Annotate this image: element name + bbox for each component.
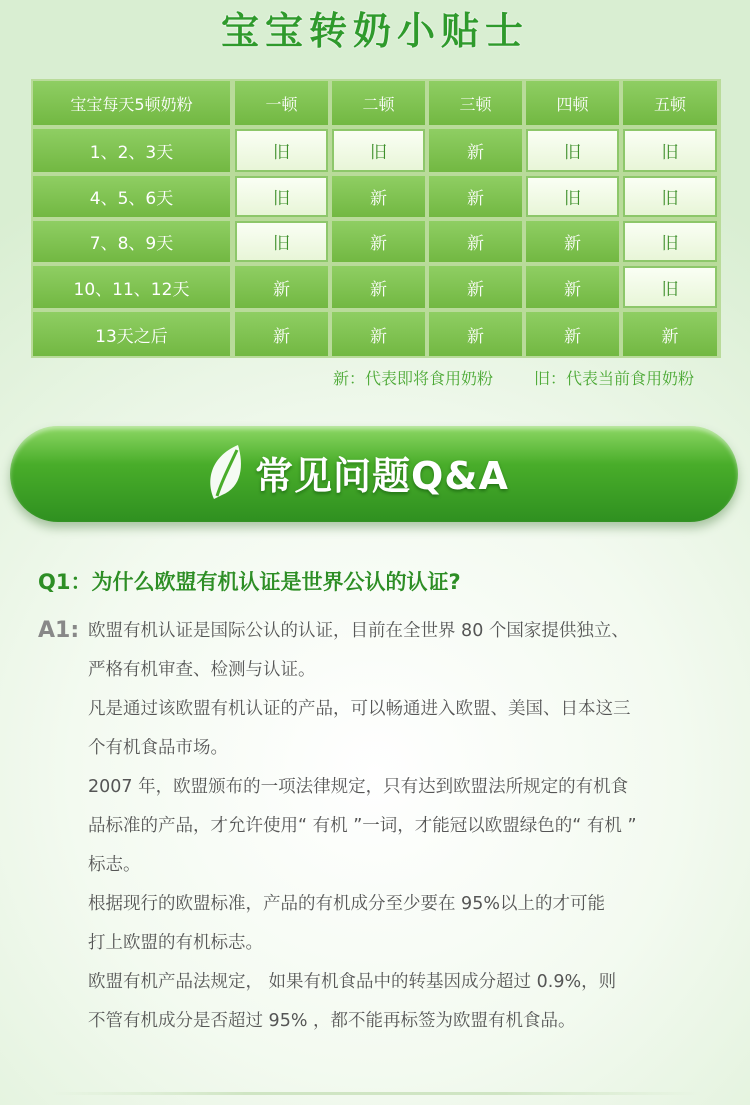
table-cell: 新 (526, 266, 619, 308)
question-heading: Q1：为什么欧盟有机认证是世界公认的认证? (38, 570, 461, 594)
answer-line: 欧盟有机认证是国际公认的认证，目前在全世界 80 个国家提供独立、 (88, 621, 629, 641)
page-title: 宝宝转奶小贴士 (220, 9, 529, 53)
table-cell: 旧 (623, 221, 717, 262)
table-cell: 新 (235, 266, 328, 308)
table-cell: 旧 (623, 176, 717, 217)
column-header: 二顿 (332, 81, 425, 125)
legend-old: 旧：代表当前食用奶粉 (534, 369, 695, 388)
table-corner-header: 宝宝每天5顿奶粉 (33, 81, 230, 125)
table-cell: 新 (235, 312, 328, 356)
table-cell: 新 (332, 266, 425, 308)
column-header: 三顿 (429, 81, 522, 125)
table-cell: 新 (429, 266, 522, 308)
table-cell: 新 (332, 221, 425, 262)
answer-line: 个有机食品市场。 (88, 738, 228, 758)
leaf-icon (204, 441, 250, 503)
answer-line: 严格有机审查、检测与认证。 (88, 660, 316, 680)
table-cell: 新 (526, 312, 619, 356)
answer-line: 2007 年，欧盟颁布的一项法律规定，只有达到欧盟法所规定的有机食 (88, 777, 629, 797)
table-cell: 旧 (526, 129, 619, 172)
table-cell: 新 (429, 312, 522, 356)
table-cell: 新 (526, 221, 619, 262)
answer-line: 打上欧盟的有机标志。 (88, 933, 263, 953)
row-header: 13天之后 (33, 312, 230, 356)
table-cell: 新 (623, 312, 717, 356)
bottom-divider (50, 1092, 700, 1095)
answer-label: A1: (38, 618, 80, 643)
answer-line: 品标准的产品，才允许使用“ 有机 ”一词，才能冠以欧盟绿色的“ 有机 ” (88, 816, 637, 836)
answer-line: 根据现行的欧盟标准，产品的有机成分至少要在 95%以上的才可能 (88, 894, 605, 914)
table-cell: 旧 (235, 176, 328, 217)
column-header: 五顿 (623, 81, 717, 125)
table-cell: 新 (332, 312, 425, 356)
row-header: 10、11、12天 (33, 266, 230, 308)
row-header: 7、8、9天 (33, 221, 230, 262)
table-cell: 新 (429, 176, 522, 217)
table-cell: 旧 (623, 266, 717, 308)
column-header: 四顿 (526, 81, 619, 125)
formula-switch-table (31, 79, 721, 358)
answer-line: 欧盟有机产品法规定， 如果有机食品中的转基因成分超过 0.9%，则 (88, 972, 617, 992)
table-cell: 新 (332, 176, 425, 217)
table-cell: 旧 (235, 221, 328, 262)
table-cell: 旧 (332, 129, 425, 172)
answer-line: 不管有机成分是否超过 95% ，都不能再标签为欧盟有机食品。 (88, 1011, 576, 1031)
column-header: 一顿 (235, 81, 328, 125)
row-header: 4、5、6天 (33, 176, 230, 217)
table-cell: 旧 (526, 176, 619, 217)
table-cell: 新 (429, 221, 522, 262)
answer-line: 标志。 (88, 855, 141, 875)
table-cell: 旧 (623, 129, 717, 172)
answer-body (88, 612, 728, 1041)
table-cell: 新 (429, 129, 522, 172)
answer-line: 凡是通过该欧盟有机认证的产品，可以畅通进入欧盟、美国、日本这三 (88, 699, 631, 719)
legend-new: 新：代表即将食用奶粉 (333, 369, 494, 388)
row-header: 1、2、3天 (33, 129, 230, 172)
table-cell: 旧 (235, 129, 328, 172)
banner-title: 常见问题Q&A (255, 454, 509, 498)
